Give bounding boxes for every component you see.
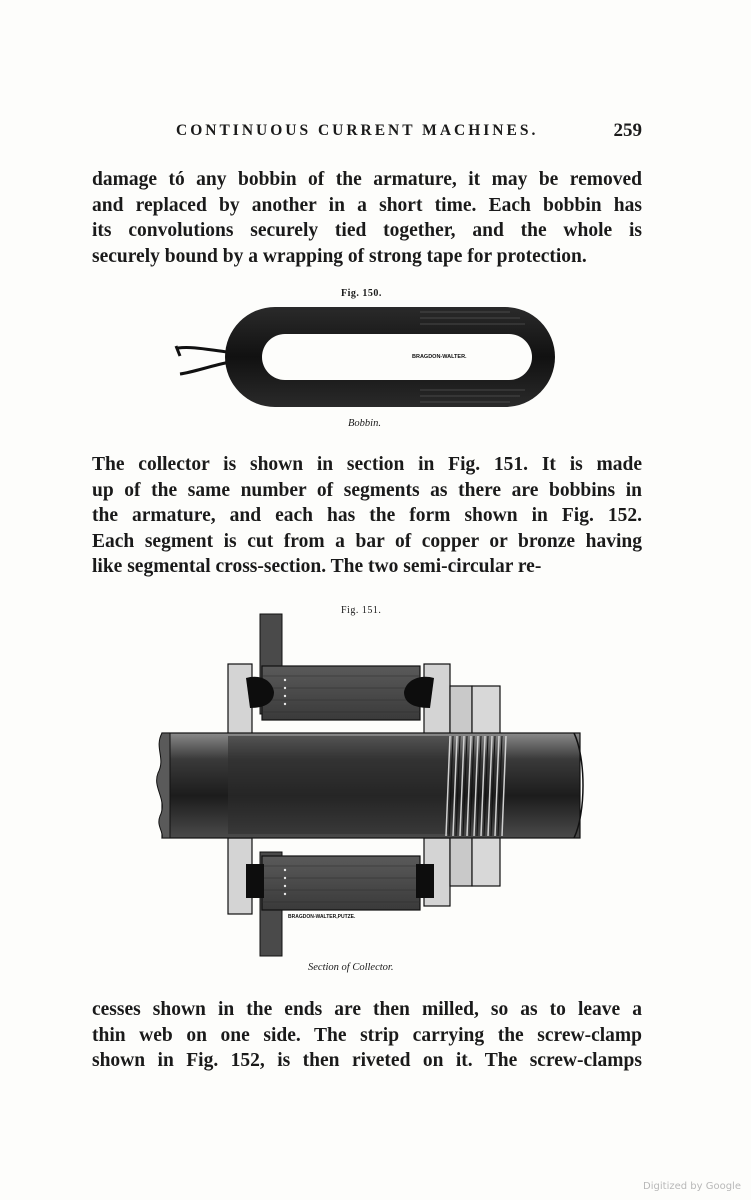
paragraph-line: damage tó any bobbin of the armature, it may be removed [92, 169, 642, 190]
paragraph-line: like segmental cross-section. The two semi-circular re- [92, 556, 542, 578]
figure-151-engraver-mark: BRAGDON-WALTER,PUTZE. [288, 914, 356, 920]
paragraph-line: and replaced by another in a short time. Each bobbin has [92, 194, 642, 216]
paragraph-line: cesses shown in the ends are then milled, so as to leave a [92, 999, 642, 1020]
figure-150-engraver-mark: BRAGDON-WALTER. [412, 354, 467, 360]
paragraph-line: thin web on one side. The strip carrying the screw-clamp [92, 1024, 642, 1046]
figure-150-label: Fig. 150. [341, 288, 382, 299]
page-number: 259 [613, 120, 642, 141]
figure-151-caption: Section of Collector. [308, 962, 394, 973]
paragraph-line: its convolutions securely tied together, and the whole is [92, 220, 642, 242]
watermark: Digitized by Google [643, 1181, 741, 1192]
paragraph-line: The collector is shown in section in Fig. 151. It is made [92, 454, 642, 475]
figure-151-collector-illustration [150, 608, 590, 958]
paragraph-line: shown in Fig. 152, is then riveted on it. The screw-clamps [92, 1050, 642, 1072]
paragraph-line: up of the same number of segments as there are bobbins in [92, 479, 642, 501]
paragraph-line: Each segment is cut from a bar of copper or bronze having [92, 530, 642, 552]
figure-151-label: Fig. 151. [341, 605, 382, 616]
paragraph-line: securely bound by a wrapping of strong tape for protection. [92, 245, 587, 267]
running-title: CONTINUOUS CURRENT MACHINES. [176, 122, 539, 139]
figure-150-caption: Bobbin. [348, 418, 381, 429]
running-head [92, 122, 642, 146]
paragraph-2 [92, 452, 642, 580]
paragraph-1 [92, 167, 642, 269]
figure-150-bobbin-illustration [170, 300, 560, 414]
paragraph-3 [92, 997, 642, 1074]
paragraph-line: the armature, and each has the form shown in Fig. 152. [92, 505, 642, 527]
